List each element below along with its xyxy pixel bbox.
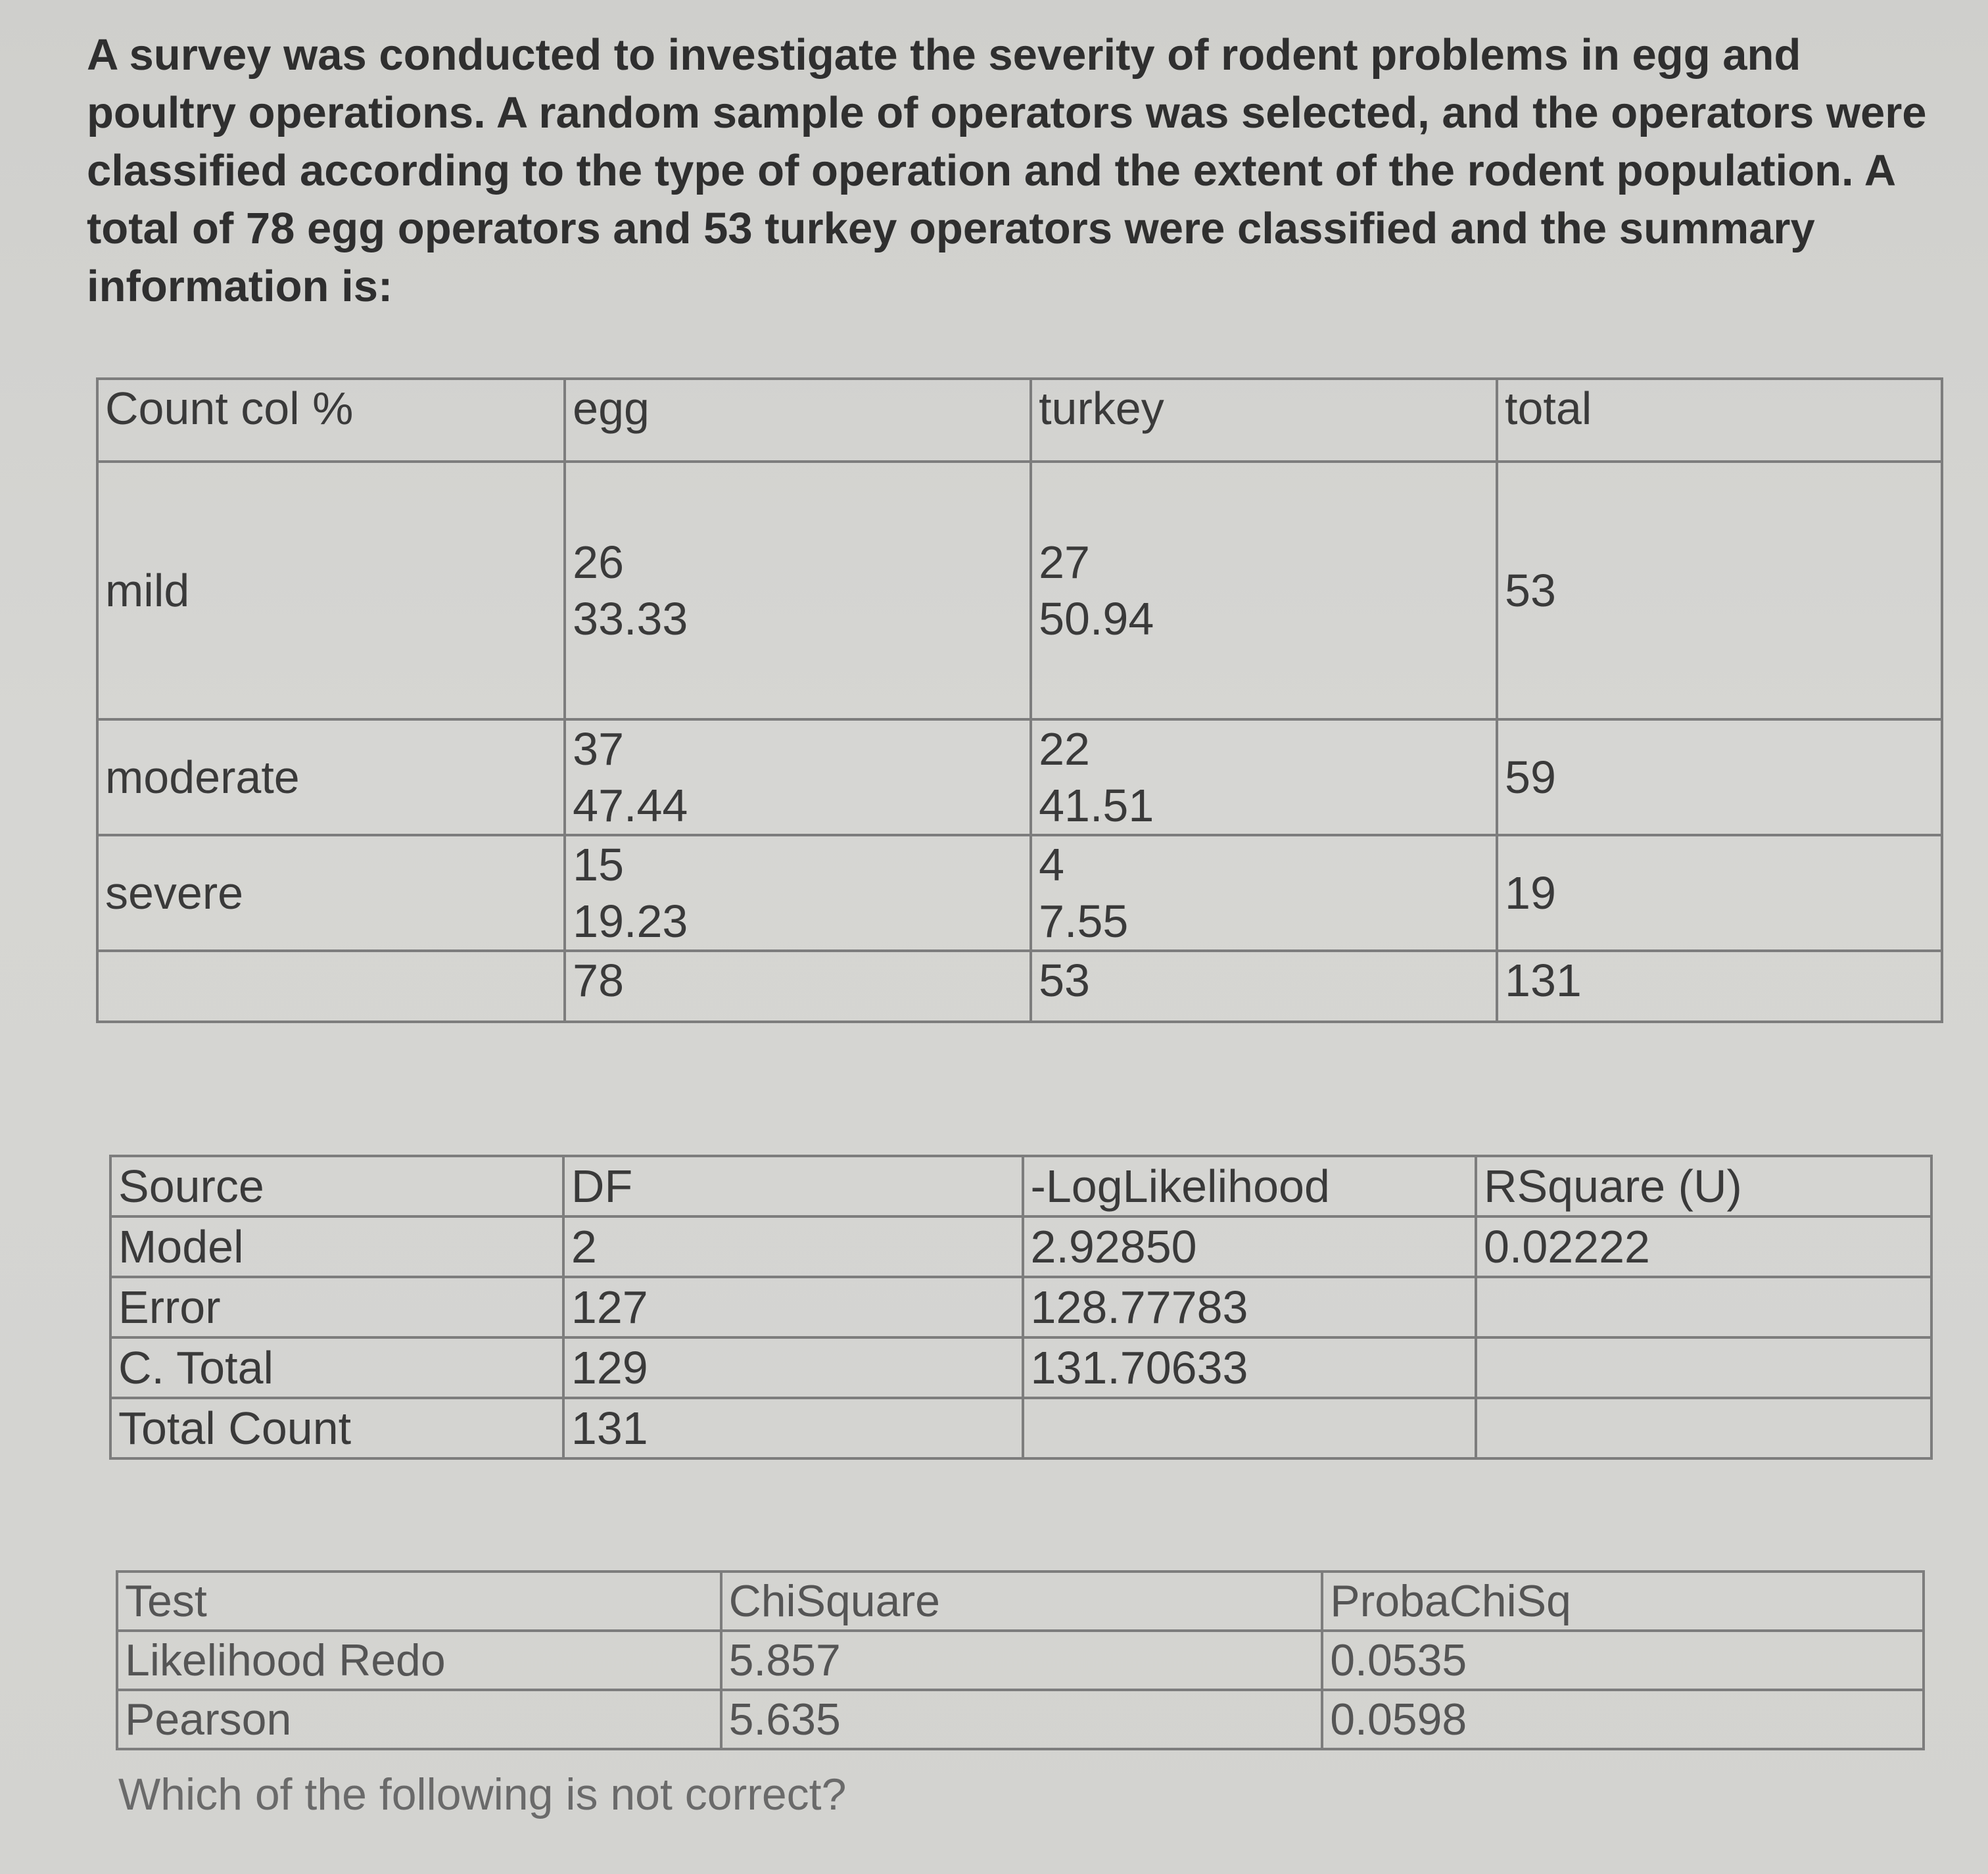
total-egg: 78 (565, 951, 1031, 1022)
loglik-model: 2.92850 (1023, 1216, 1476, 1277)
header-test: Test (117, 1572, 721, 1631)
table-row-mild (97, 462, 1942, 719)
header-rsquare: RSquare (U) (1476, 1156, 1931, 1216)
cell-turkey-moderate (1031, 719, 1497, 835)
turkey-severe-count: 4 (1039, 839, 1065, 890)
contingency-table (96, 377, 1943, 1023)
source-total-count: Total Count (110, 1398, 563, 1458)
fit-header-row (110, 1156, 1931, 1216)
total-mild: 53 (1497, 462, 1942, 719)
egg-mild-count: 26 (573, 537, 625, 588)
header-chisquare: ChiSquare (721, 1572, 1323, 1631)
cell-turkey-mild (1031, 462, 1497, 719)
table-row (117, 1631, 1924, 1690)
header-loglikelihood: -LogLikelihood (1023, 1156, 1476, 1216)
table-row (110, 1277, 1931, 1337)
turkey-moderate-count: 22 (1039, 723, 1090, 775)
header-turkey: turkey (1031, 379, 1497, 462)
header-df: DF (563, 1156, 1023, 1216)
rsquare-ctotal (1476, 1337, 1931, 1398)
total-severe: 19 (1497, 835, 1942, 951)
chisq-likelihood: 5.857 (721, 1631, 1323, 1690)
table-row-severe (97, 835, 1942, 951)
row-label-severe: severe (97, 835, 565, 951)
table-row (110, 1398, 1931, 1458)
egg-severe-pct: 19.23 (573, 896, 688, 947)
header-prob: ProbaChiSq (1322, 1572, 1924, 1631)
test-pearson: Pearson (117, 1690, 721, 1749)
row-label-mild: mild (97, 462, 565, 719)
table-row-moderate (97, 719, 1942, 835)
chi-square-tests-table (116, 1570, 1925, 1750)
egg-moderate-pct: 47.44 (573, 780, 688, 831)
header-corner: Count col % (97, 379, 565, 462)
table-row (110, 1216, 1931, 1277)
row-label-moderate: moderate (97, 719, 565, 835)
problem-statement: A survey was conducted to investigate the severity of rodent problems in egg and poultry operations. A random sample of operators was selected, and the operators were classified according to the type of operation and the extent of the rodent population. A total of 78 egg operators and 53 turkey operators were classified and the summary information is: (87, 30, 1927, 311)
turkey-moderate-pct: 41.51 (1039, 780, 1154, 831)
df-total-count: 131 (563, 1398, 1023, 1458)
cell-turkey-severe (1031, 835, 1497, 951)
loglik-ctotal: 131.70633 (1023, 1337, 1476, 1398)
header-total: total (1497, 379, 1942, 462)
grand-total: 131 (1497, 951, 1942, 1022)
source-error: Error (110, 1277, 563, 1337)
cell-egg-mild (565, 462, 1031, 719)
prob-pearson: 0.0598 (1322, 1690, 1924, 1749)
fit-statistics-table (109, 1155, 1933, 1460)
df-ctotal: 129 (563, 1337, 1023, 1398)
tests-header-row (117, 1572, 1924, 1631)
total-turkey: 53 (1031, 951, 1497, 1022)
prob-likelihood: 0.0535 (1322, 1631, 1924, 1690)
rsquare-error (1476, 1277, 1931, 1337)
cell-egg-severe (565, 835, 1031, 951)
source-model: Model (110, 1216, 563, 1277)
test-likelihood: Likelihood Redo (117, 1631, 721, 1690)
df-error: 127 (563, 1277, 1023, 1337)
header-egg: egg (565, 379, 1031, 462)
turkey-mild-pct: 50.94 (1039, 593, 1154, 644)
turkey-mild-count: 27 (1039, 537, 1090, 588)
turkey-severe-pct: 7.55 (1039, 896, 1129, 947)
loglik-total-count (1023, 1398, 1476, 1458)
totals-label (97, 951, 565, 1022)
contingency-header-row (97, 379, 1942, 462)
table-row (110, 1337, 1931, 1398)
rsquare-model: 0.02222 (1476, 1216, 1931, 1277)
source-ctotal: C. Total (110, 1337, 563, 1398)
table-row-totals (97, 951, 1942, 1022)
chisq-pearson: 5.635 (721, 1690, 1323, 1749)
header-source: Source (110, 1156, 563, 1216)
df-model: 2 (563, 1216, 1023, 1277)
rsquare-total-count (1476, 1398, 1931, 1458)
table-row (117, 1690, 1924, 1749)
egg-moderate-count: 37 (573, 723, 625, 775)
question-text: Which of the following is not correct? (118, 1769, 847, 1819)
total-moderate: 59 (1497, 719, 1942, 835)
cell-egg-moderate (565, 719, 1031, 835)
loglik-error: 128.77783 (1023, 1277, 1476, 1337)
egg-mild-pct: 33.33 (573, 593, 688, 644)
egg-severe-count: 15 (573, 839, 625, 890)
